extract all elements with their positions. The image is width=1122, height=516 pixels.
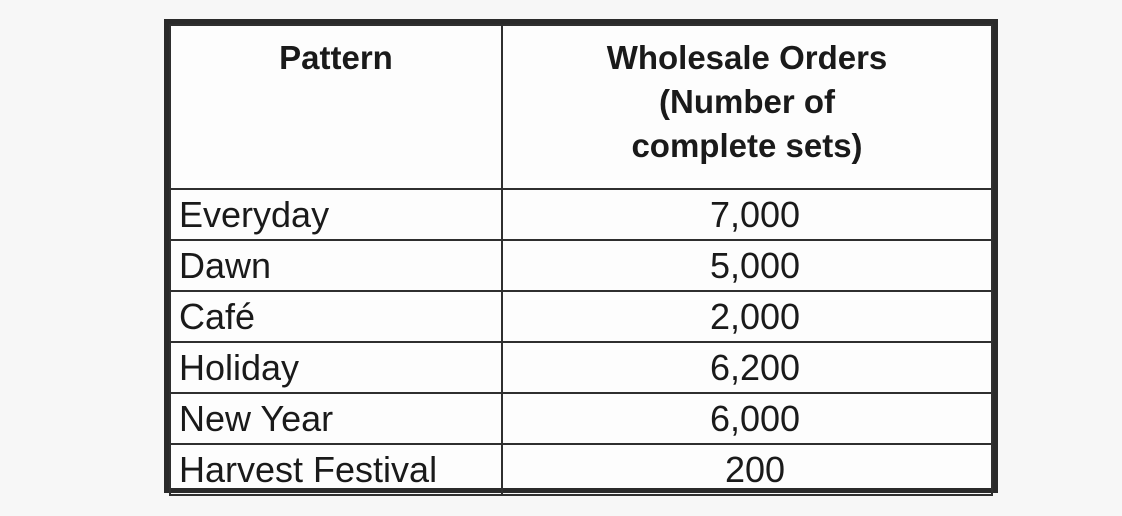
orders-cell: 200 [502, 444, 992, 495]
table-row [170, 189, 992, 240]
pattern-cell: Harvest Festival [170, 444, 502, 495]
pattern-cell: Everyday [170, 189, 502, 240]
table-row [170, 444, 992, 495]
header-pattern: Pattern [170, 25, 502, 189]
pattern-cell: Holiday [170, 342, 502, 393]
header-orders-line-2: (Number of [659, 83, 835, 120]
orders-cell: 7,000 [502, 189, 992, 240]
pattern-cell: New Year [170, 393, 502, 444]
table-row [170, 342, 992, 393]
orders-cell: 6,000 [502, 393, 992, 444]
table-row [170, 240, 992, 291]
orders-table-frame [164, 19, 998, 493]
table-row [170, 393, 992, 444]
orders-cell: 5,000 [502, 240, 992, 291]
orders-cell: 6,200 [502, 342, 992, 393]
table-row [170, 291, 992, 342]
header-wholesale-orders [502, 25, 992, 189]
pattern-cell: Dawn [170, 240, 502, 291]
header-orders-line-3: complete sets) [631, 127, 863, 164]
table-header-row [170, 25, 992, 189]
pattern-cell: Café [170, 291, 502, 342]
wholesale-orders-table [169, 24, 993, 496]
orders-cell: 2,000 [502, 291, 992, 342]
header-orders-line-1: Wholesale Orders [606, 39, 888, 76]
